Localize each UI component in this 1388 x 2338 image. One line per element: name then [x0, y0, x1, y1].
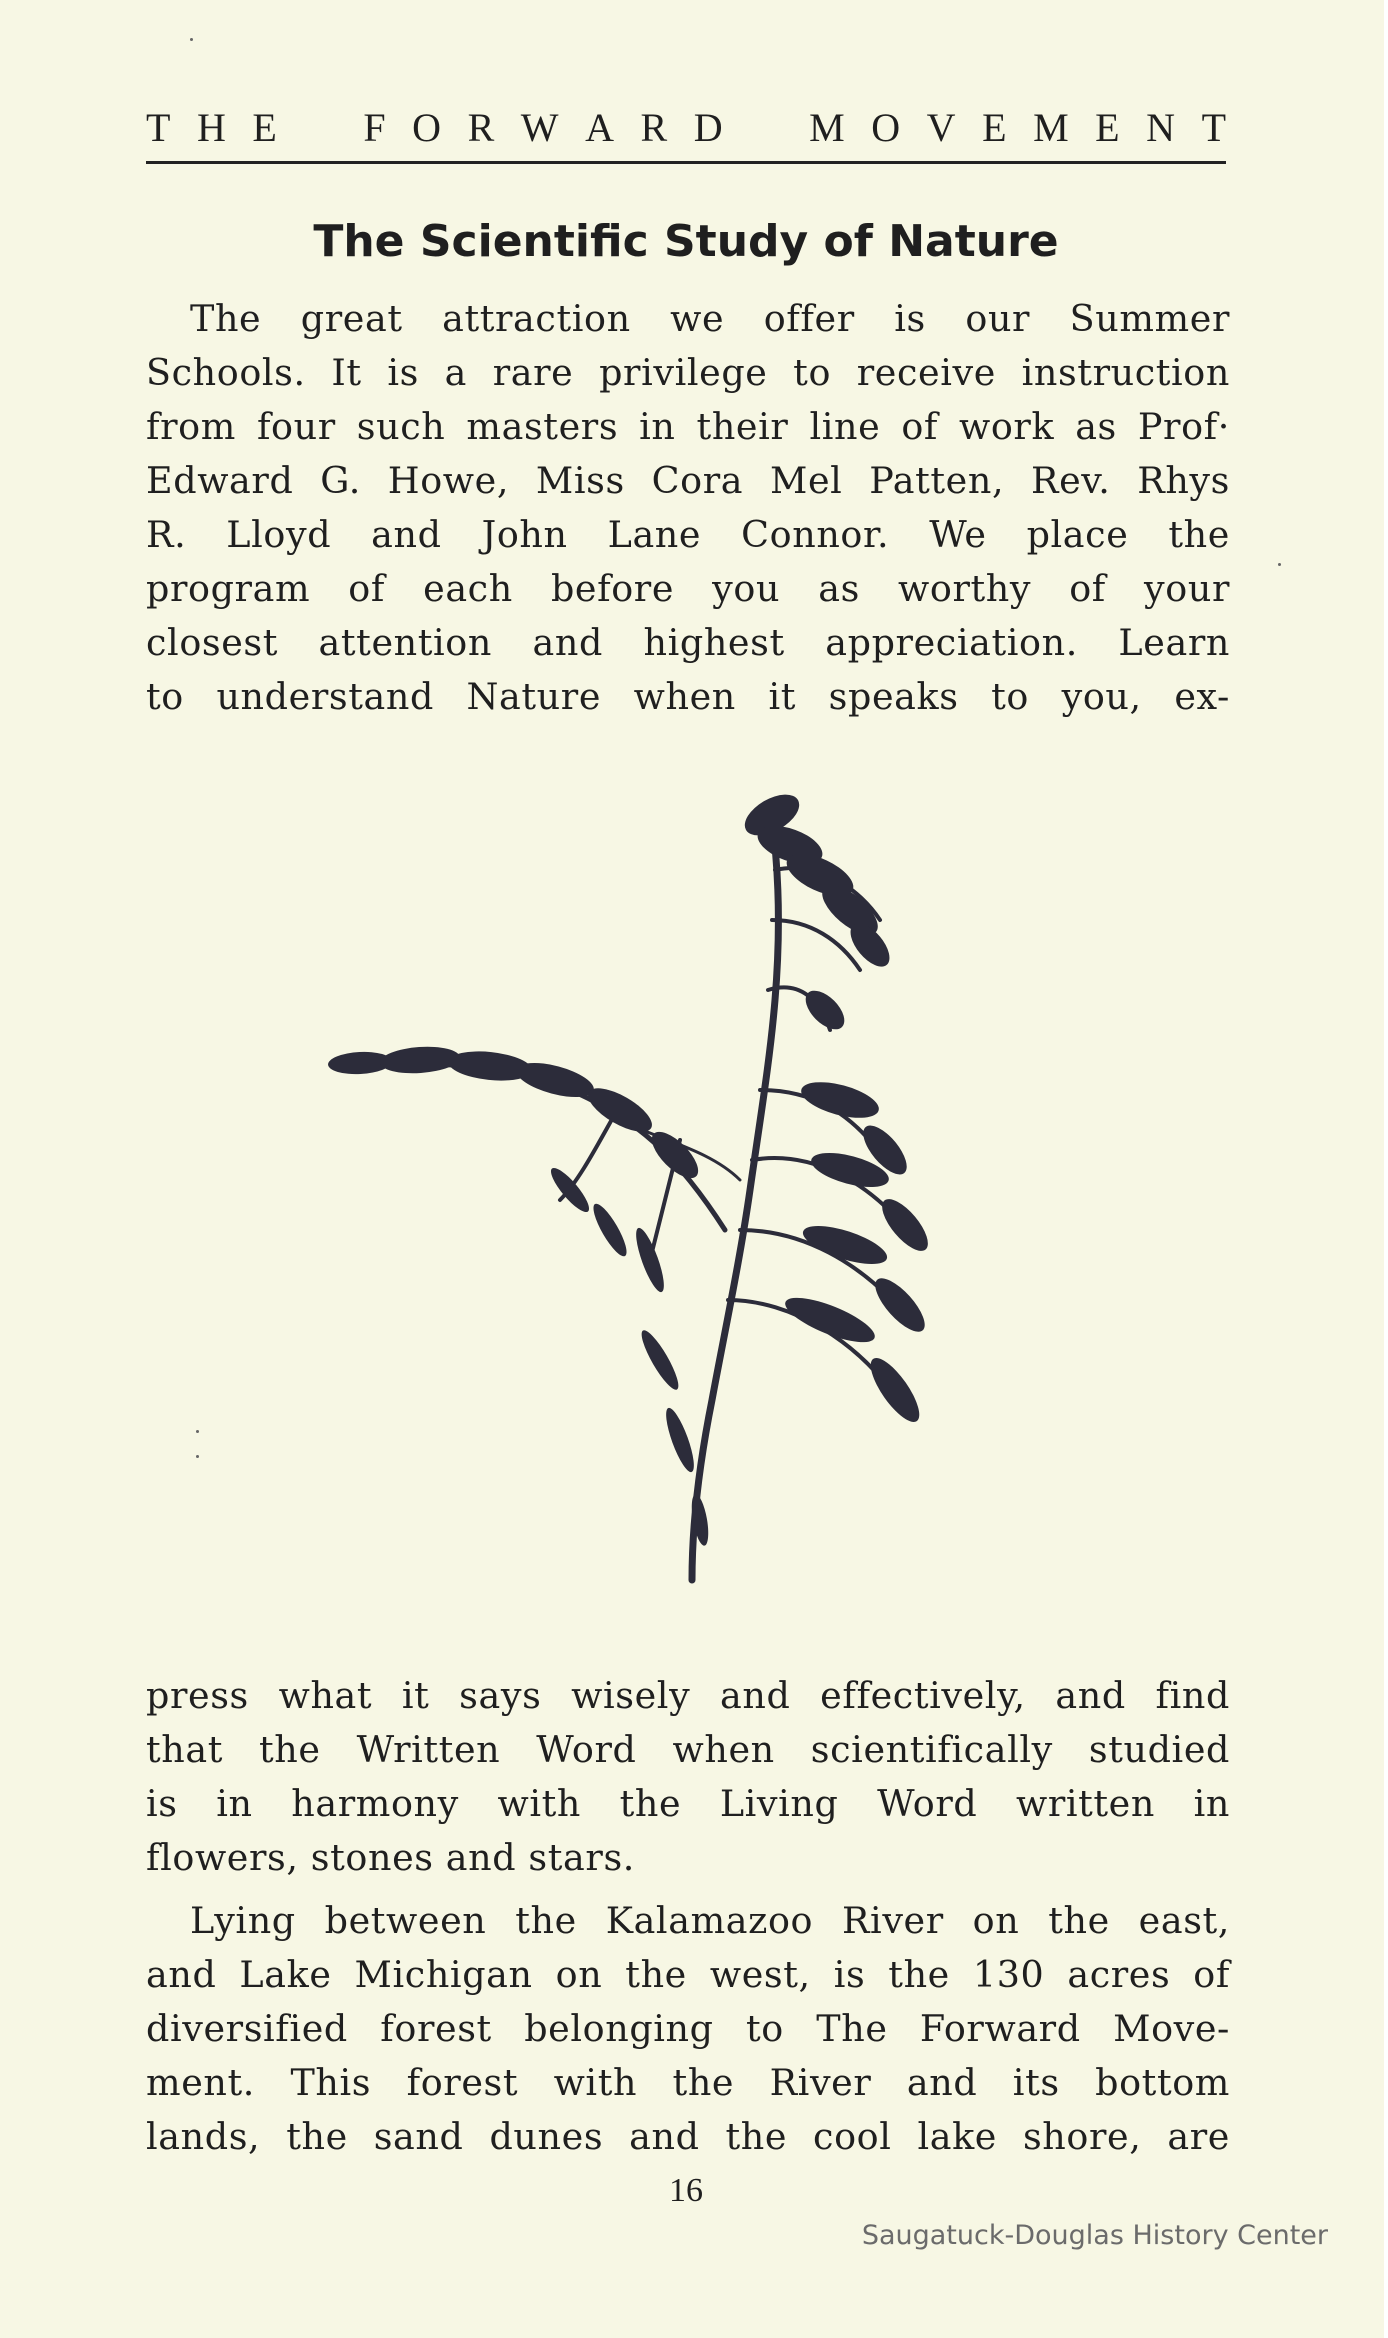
text-line: Schools. It is a rare privilege to receive instruction	[146, 351, 1230, 394]
running-head-letter: M	[809, 105, 845, 150]
running-head-letter: T	[146, 105, 171, 150]
text-line: press what it says wisely and effectively, and find	[146, 1674, 1230, 1717]
flower-cluster	[868, 1271, 933, 1339]
flower-cluster	[874, 1192, 935, 1258]
text-line: and Lake Michigan on the west, is the 130 acres of	[146, 1953, 1230, 1996]
flower-cluster	[780, 1289, 879, 1351]
goldenrod-illustration	[320, 760, 1040, 1620]
running-head-letter: V	[926, 105, 956, 150]
paper-speck	[190, 38, 193, 41]
paragraph-intro	[146, 292, 1230, 724]
article-title: The Scientific Study of Nature	[313, 216, 1059, 267]
paper-speck	[1278, 563, 1281, 566]
paper-speck	[196, 1455, 199, 1458]
flower-cluster	[863, 1351, 928, 1428]
running-head-letter: M	[1033, 105, 1069, 150]
leaf	[588, 1200, 632, 1260]
leaf	[546, 1163, 594, 1216]
text-line: Lying between the Kalamazoo River on the east,	[190, 1899, 1230, 1942]
page-edge	[1384, 0, 1388, 2338]
running-head-letter: T	[1201, 105, 1226, 150]
running-head-letter: E	[982, 105, 1007, 150]
flower-cluster	[797, 1075, 882, 1125]
text-line: R. Lloyd and John Lane Connor. We place the	[146, 513, 1230, 556]
text-line: from four such masters in their line of work as Prof·	[146, 405, 1230, 448]
running-head-letter: O	[412, 105, 442, 150]
running-head-letter: O	[871, 105, 901, 150]
paragraph-forest	[146, 1894, 1230, 2164]
flower-cluster	[799, 984, 851, 1036]
running-head	[146, 104, 1226, 164]
text-line: is in harmony with the Living Word written in	[146, 1782, 1230, 1825]
text-line: program of each before you as worthy of your	[146, 567, 1230, 610]
running-head-letter: F	[363, 105, 386, 150]
leaf	[661, 1405, 699, 1474]
page-number: 16	[669, 2172, 703, 2209]
text-line: closest attention and highest appreciation. Learn	[146, 621, 1230, 664]
running-head-letter: R	[467, 105, 495, 150]
leaf	[631, 1225, 669, 1294]
running-head-letter: H	[196, 105, 226, 150]
leaf	[636, 1327, 684, 1394]
paragraph-continued	[146, 1669, 1230, 1885]
running-head-letter: E	[1095, 105, 1120, 150]
running-head-letter: N	[1146, 105, 1176, 150]
text-line: flowers, stones and stars.	[146, 1836, 635, 1879]
flower-cluster	[582, 1080, 658, 1140]
watermark: Saugatuck-Douglas History Center	[861, 2220, 1328, 2251]
plant-branch	[772, 920, 860, 970]
paper-speck	[196, 1430, 199, 1433]
text-line: The great attraction we offer is our Summer	[190, 297, 1230, 340]
text-line: to understand Nature when it speaks to you, ex-	[146, 675, 1230, 718]
text-line: diversified forest belonging to The Forward Move-	[146, 2007, 1230, 2050]
running-head-letter: W	[520, 105, 559, 150]
flower-cluster	[379, 1044, 461, 1076]
text-line: ment. This forest with the River and its bottom	[146, 2061, 1230, 2104]
running-head-letter: E	[252, 105, 277, 150]
text-line: Edward G. Howe, Miss Cora Mel Patten, Rev. Rhys	[146, 459, 1230, 502]
running-head-letter: R	[640, 105, 668, 150]
text-line: lands, the sand dunes and the cool lake shore, are	[146, 2115, 1230, 2158]
running-head-letter: A	[585, 105, 614, 150]
running-head-letter: D	[693, 105, 723, 150]
text-line: that the Written Word when scientifically studied	[146, 1728, 1230, 1771]
